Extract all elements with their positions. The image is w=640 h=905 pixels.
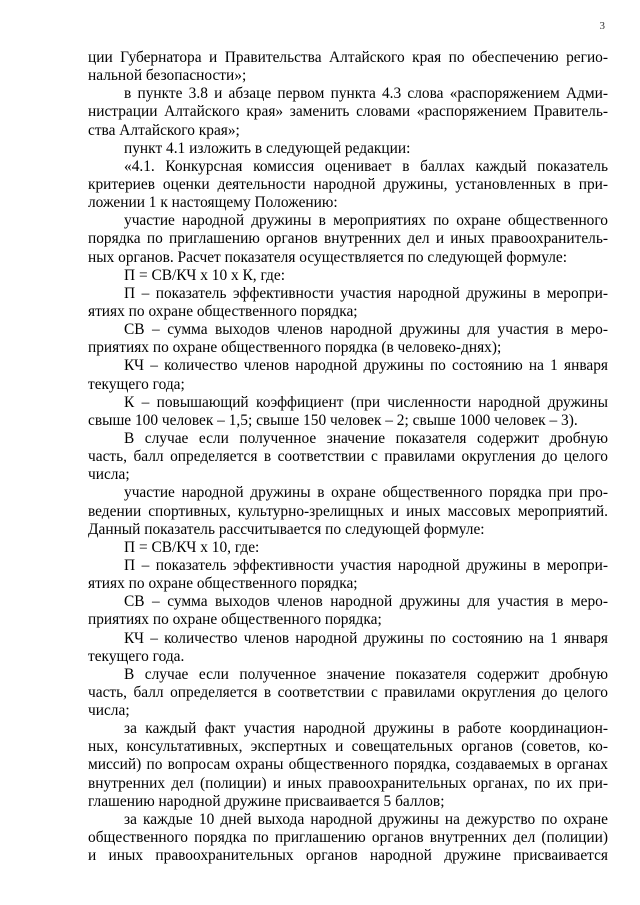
text-line: порядка по приглашению органов внутренних дел и иных правоохранитель- [88, 230, 608, 248]
page-number: 3 [599, 20, 605, 32]
text-line: за каждые 10 дней выхода народной дружины на дежурство по охране [124, 810, 608, 828]
text-line: текущего года. [88, 647, 185, 665]
text-line: числа; [88, 466, 130, 484]
document-body [88, 49, 608, 865]
text-line: ных органов. Расчет показателя осуществляется по следующей формуле: [88, 248, 568, 266]
text-line: П – показатель эффективности участия народной дружины в меропри- [124, 284, 608, 302]
text-line: приятиях по охране общественного порядка (в человеко-днях); [88, 339, 502, 357]
text-line: КЧ – количество членов народной дружины по состоянию на 1 января [124, 357, 608, 375]
text-line: ных, консультативных, экспертных и совещательных органов (советов, ко- [88, 738, 608, 756]
text-line: нальной безопасности»; [88, 67, 247, 85]
text-line: В случае если полученное значение показателя содержит дробную [124, 429, 608, 447]
text-line: П = СВ/КЧ х 10, где: [124, 538, 260, 556]
text-line: К – повышающий коэффициент (при численности народной дружины [124, 393, 608, 411]
text-line: СВ – сумма выходов членов народной дружины для участия в меро- [124, 321, 608, 339]
text-line: внутренних дел (полиции) и иных правоохранительных органах, по их при- [88, 774, 608, 792]
text-line: критериев оценки деятельности народной дружины, установленных в при- [88, 175, 608, 193]
text-line: СВ – сумма выходов членов народной дружины для участия в меро- [124, 593, 608, 611]
text-line: Данный показатель рассчитывается по следующей формуле: [88, 520, 485, 538]
text-line: часть, балл определяется в соответствии с правилами округления до целого [88, 448, 608, 466]
text-line: ятиях по охране общественного порядка; [88, 302, 358, 320]
text-line: «4.1. Конкурсная комиссия оценивает в баллах каждый показатель [124, 157, 608, 175]
text-line: глашению народной дружине присваивается 5 баллов; [88, 792, 445, 810]
text-line: участие народной дружины в охране общественного порядка при про- [124, 484, 608, 502]
text-line: ции Губернатора и Правительства Алтайского края по обеспечению регио- [88, 49, 608, 66]
text-line: приятиях по охране общественного порядка; [88, 611, 382, 629]
text-line: ведении спортивных, культурно-зрелищных и иных массовых мероприятий. [88, 502, 608, 520]
text-line: часть, балл определяется в соответствии с правилами округления до целого [88, 683, 608, 701]
text-line: П = СВ/КЧ х 10 х К, где: [124, 266, 285, 284]
text-line: КЧ – количество членов народной дружины по состоянию на 1 января [124, 629, 608, 647]
text-line: ятиях по охране общественного порядка; [88, 575, 358, 593]
text-line: пункт 4.1 изложить в следующей редакции: [124, 139, 411, 157]
text-line: В случае если полученное значение показателя содержит дробную [124, 665, 608, 683]
text-line: ства Алтайского края»; [88, 121, 240, 139]
text-line: за каждый факт участия народной дружины в работе координацион- [124, 720, 608, 738]
text-line: миссий) по вопросам охраны общественного порядка, создаваемых в органах [88, 756, 608, 774]
text-line: числа; [88, 702, 130, 720]
text-line: ложении 1 к настоящему Положению: [88, 194, 338, 212]
text-line: П – показатель эффективности участия народной дружины в меропри- [124, 556, 608, 574]
text-line: нистрации Алтайского края» заменить словами «распоряжением Правитель- [88, 103, 608, 121]
text-line: текущего года; [88, 375, 185, 393]
text-line: общественного порядка по приглашению органов внутренних дел (полиции) [88, 829, 608, 847]
text-line: свыше 100 человек – 1,5; свыше 150 человек – 2; свыше 1000 человек – 3). [88, 411, 578, 429]
text-line: участие народной дружины в мероприятиях по охране общественного [124, 212, 608, 230]
text-line: в пункте 3.8 и абзаце первом пункта 4.3 слова «распоряжением Адми- [124, 85, 608, 103]
text-line: и иных правоохранительных органов народной дружине присваивается [88, 847, 608, 865]
